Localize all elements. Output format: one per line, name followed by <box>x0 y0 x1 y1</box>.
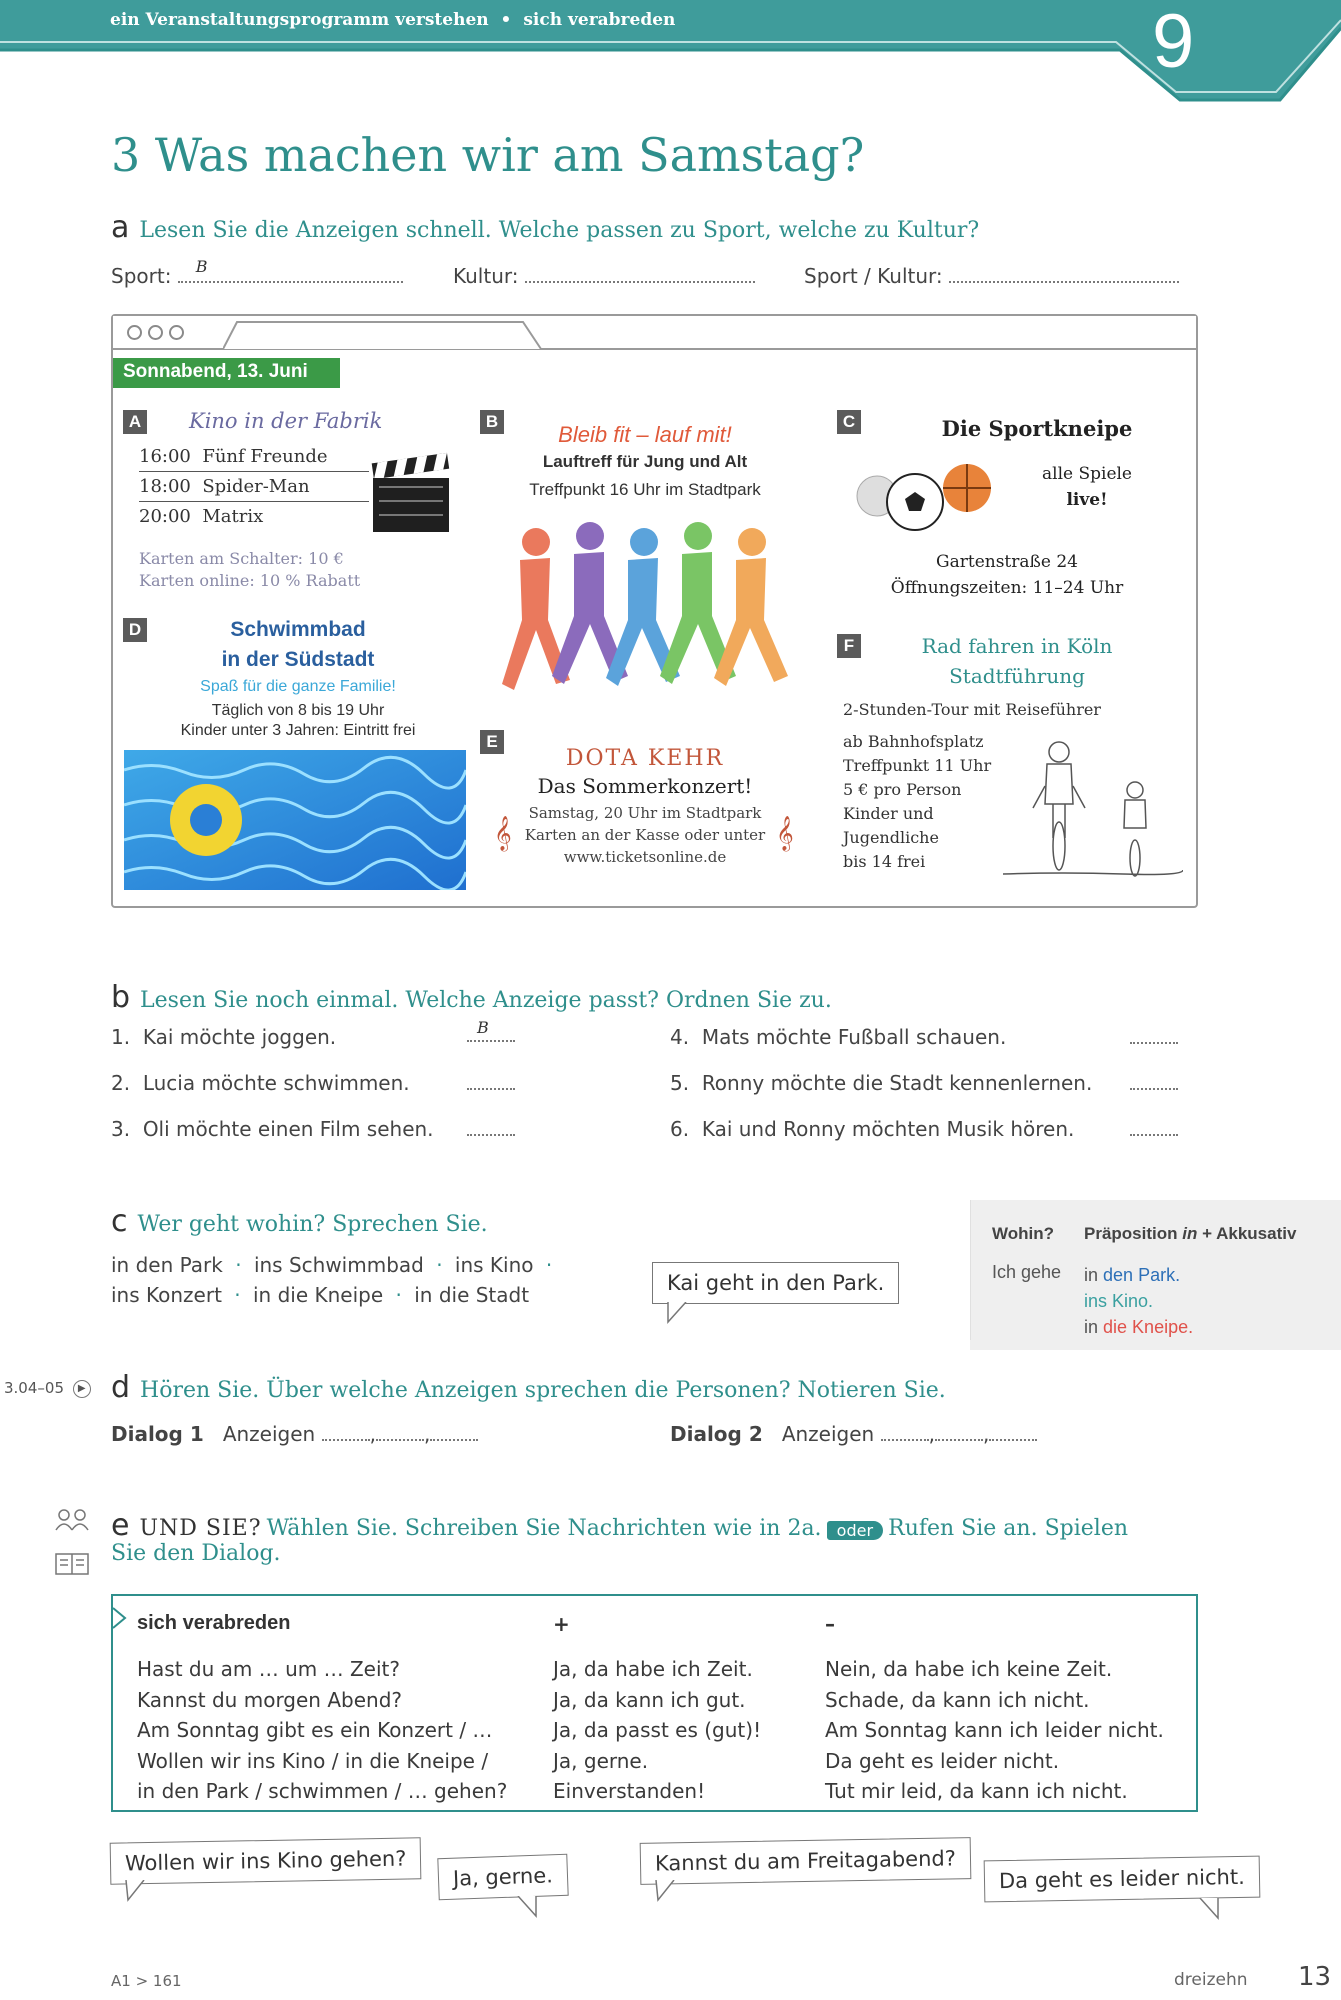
task-b-item-2: 2. Lucia möchte schwimmen. <box>111 1071 410 1095</box>
task-d-heading: d Hören Sie. Über welche Anzeigen sprechen die Personen? Notieren Sie. <box>111 1370 946 1405</box>
ad-a <box>123 410 463 600</box>
treble-clef-icon: 𝄞 <box>494 816 512 851</box>
chevron-right-icon <box>111 1606 127 1630</box>
phrase-col-no: Nein, da habe ich keine Zeit. Schade, da kann ich nicht. Am Sonntag kann ich leider nicht. Da geht es leider nicht. Tut mir leid, da kann ich nicht. <box>825 1657 1164 1803</box>
grammar-head-wohin: Wohin? <box>992 1224 1054 1243</box>
bubble-question-1: Wollen wir ins Kino gehen? <box>110 1837 422 1884</box>
kino-price-2: Karten online: 10 % Rabatt <box>139 571 361 590</box>
phrase-col-yes: Ja, da habe ich Zeit. Ja, da kann ich gut. Ja, da passt es (gut)! Ja, gerne. Einverstanden! <box>553 1657 762 1803</box>
window-dot-icon <box>169 325 184 340</box>
pool-water-image <box>124 750 466 890</box>
play-icon[interactable]: ▶ <box>73 1380 91 1398</box>
bubble-tail-icon <box>652 1880 682 1902</box>
window-dot-icon <box>148 325 163 340</box>
footer-page-number: 13 <box>1298 1962 1332 1992</box>
ads-browser-frame <box>111 314 1198 908</box>
minus-header: – <box>825 1612 835 1636</box>
konzert-line-2: Karten an der Kasse oder unter <box>524 826 766 844</box>
konzert-line-3: www.ticketsonline.de <box>563 848 727 866</box>
phrase-box-title: sich verabreden <box>137 1612 291 1634</box>
bad-slogan: Spaß für die ganze Familie! <box>200 678 396 695</box>
task-e-heading-cont: Sie den Dialog. <box>111 1541 281 1566</box>
runners-illustration <box>500 520 790 700</box>
kultur-field[interactable]: Kultur: <box>453 264 755 288</box>
clapperboard-icon <box>369 450 453 536</box>
bubble-answer-1: Ja, gerne. <box>437 1854 568 1901</box>
footer-reference: A1 > 161 <box>111 1972 182 1990</box>
task-b-answer-4[interactable] <box>1130 1026 1178 1048</box>
ad-letter-f: F <box>837 634 861 658</box>
lauf-line-1: Lauftreff für Jung und Alt <box>542 452 748 471</box>
task-b-answer-5[interactable] <box>1130 1072 1178 1094</box>
places-row-2: ins Konzert · in die Kneipe · in die Stadt <box>111 1283 530 1307</box>
ad-letter-a: A <box>123 410 147 434</box>
grammar-subject: Ich gehe <box>992 1262 1062 1282</box>
task-b-answer-3[interactable] <box>467 1118 515 1140</box>
rad-title-1: Rad fahren in Köln <box>921 634 1113 658</box>
chapter-number: 9 <box>1152 0 1195 84</box>
kino-row-3: 20:00 Matrix <box>139 506 264 527</box>
partner-work-icon <box>54 1508 90 1532</box>
page-title: 3 Was machen wir am Samstag? <box>111 128 865 182</box>
header-topics: ein Veranstaltungsprogramm verstehen • sich verabreden <box>110 10 676 30</box>
task-b-answer-6[interactable] <box>1130 1118 1178 1140</box>
browser-tab-shape <box>223 316 543 350</box>
task-a-heading: a Lesen Sie die Anzeigen schnell. Welche passen zu Sport, welche zu Kultur? <box>111 210 980 245</box>
bad-line-2: Kinder unter 3 Jahren: Eintritt frei <box>180 722 416 739</box>
bubble-tail-icon <box>514 1896 544 1918</box>
bubble-question-2: Kannst du am Freitagabend? <box>640 1837 972 1885</box>
rad-title-2: Stadtführung <box>949 664 1085 688</box>
kneipe-line-1: alle Spiele <box>1042 464 1132 484</box>
ad-letter-e: E <box>480 730 504 754</box>
bad-title-2: in der Südstadt <box>221 648 375 671</box>
bubble-tail-icon <box>1196 1898 1226 1920</box>
ad-letter-c: C <box>837 410 861 434</box>
ad-d <box>123 618 473 900</box>
kneipe-hours: Öffnungszeiten: 11–24 Uhr <box>890 578 1124 598</box>
workbook-icon <box>54 1550 90 1578</box>
konzert-line-1: Samstag, 20 Uhr im Stadtpark <box>528 804 762 822</box>
dialog-1-field[interactable]: Dialog 1 Anzeigen , , <box>111 1422 478 1446</box>
task-b-heading: b Lesen Sie noch einmal. Welche Anzeige passt? Ordnen Sie zu. <box>111 980 832 1015</box>
bad-line-1: Täglich von 8 bis 19 Uhr <box>211 702 385 719</box>
kino-price-1: Karten am Schalter: 10 € <box>139 549 344 568</box>
task-b-item-3: 3. Oli möchte einen Film sehen. <box>111 1117 434 1141</box>
dialog-2-field[interactable]: Dialog 2 Anzeigen , , <box>670 1422 1037 1446</box>
ad-b <box>480 410 810 740</box>
task-b-item-5: 5. Ronny möchte die Stadt kennenlernen. <box>670 1071 1093 1095</box>
bubble-answer-2: Da geht es leider nicht. <box>984 1856 1260 1903</box>
konzert-title: Das Sommerkonzert! <box>537 774 753 798</box>
places-row-1: in den Park · ins Schwimmbad · ins Kino · <box>111 1253 553 1277</box>
grammar-box <box>970 1200 1341 1350</box>
footer-page-word: dreizehn <box>1174 1970 1248 1990</box>
oder-badge: oder <box>827 1521 883 1540</box>
rad-details: ab Bahnhofsplatz Treffpunkt 11 Uhr 5 € pro Person Kinder und Jugendliche bis 14 frei <box>843 732 992 871</box>
grammar-examples: in den Park. ins Kino. in die Kneipe. <box>1084 1265 1194 1337</box>
sport-kultur-field[interactable]: Sport / Kultur: <box>804 264 1179 288</box>
grammar-head-praeposition: Präposition in + Akkusativ <box>1084 1224 1297 1243</box>
lauf-line-2: Treffpunkt 16 Uhr im Stadtpark <box>529 480 761 499</box>
cyclists-illustration <box>1003 734 1183 884</box>
treble-clef-icon: 𝄞 <box>776 816 794 851</box>
task-c-heading: c Wer geht wohin? Sprechen Sie. <box>111 1204 488 1239</box>
sport-balls-icon <box>847 454 997 534</box>
ad-f <box>837 634 1187 900</box>
phrase-box <box>111 1594 1198 1812</box>
plus-header: + <box>553 1612 570 1636</box>
kino-row-2: 18:00 Spider-Man <box>139 476 310 497</box>
bubble-tail-icon <box>664 1302 694 1324</box>
task-b-item-4: 4. Mats möchte Fußball schauen. <box>670 1025 1007 1049</box>
ad-letter-b: B <box>480 410 504 434</box>
kino-title: Kino in der Fabrik <box>189 409 383 433</box>
task-b-item-6: 6. Kai und Ronny möchten Musik hören. <box>670 1117 1075 1141</box>
browser-tabbar <box>113 316 1196 350</box>
kneipe-address: Gartenstraße 24 <box>936 552 1078 572</box>
speech-bubble-c: Kai geht in den Park. <box>652 1262 899 1304</box>
rad-line-1: 2-Stunden-Tour mit Reiseführer <box>843 700 1101 719</box>
phrase-col-questions: Hast du am … um … Zeit? Kannst du morgen Abend? Am Sonntag gibt es ein Konzert / … Wollen wir ins Kino / in die Kneipe / in den Park / schwimmen / … gehen? <box>137 1657 508 1803</box>
audio-track[interactable]: 3.04–05 ▶ <box>4 1379 91 1398</box>
ad-e <box>480 730 810 900</box>
kino-row-1: 16:00 Fünf Freunde <box>139 446 328 467</box>
kneipe-line-2: live! <box>1066 490 1108 510</box>
ad-c <box>837 410 1187 600</box>
lauf-title: Bleib fit – lauf mit! <box>558 422 732 447</box>
task-e-heading: e UND SIE? Wählen Sie. Schreiben Sie Nachrichten wie in 2a. oder Rufen Sie an. Spielen <box>111 1508 1129 1543</box>
bubble-tail-icon <box>122 1880 152 1902</box>
sport-field[interactable]: Sport: B <box>111 264 403 288</box>
task-b-answer-1[interactable]: B <box>467 1024 515 1046</box>
window-dot-icon <box>127 325 142 340</box>
kneipe-title: Die Sportkneipe <box>941 416 1133 441</box>
bad-title-1: Schwimmbad <box>230 618 366 641</box>
task-b-answer-2[interactable] <box>467 1072 515 1094</box>
konzert-artist: DOTA KEHR <box>565 746 725 771</box>
task-b-item-1: 1. Kai möchte joggen. <box>111 1025 337 1049</box>
ad-letter-d: D <box>123 618 147 642</box>
date-bar: Sonnabend, 13. Juni <box>113 358 340 388</box>
